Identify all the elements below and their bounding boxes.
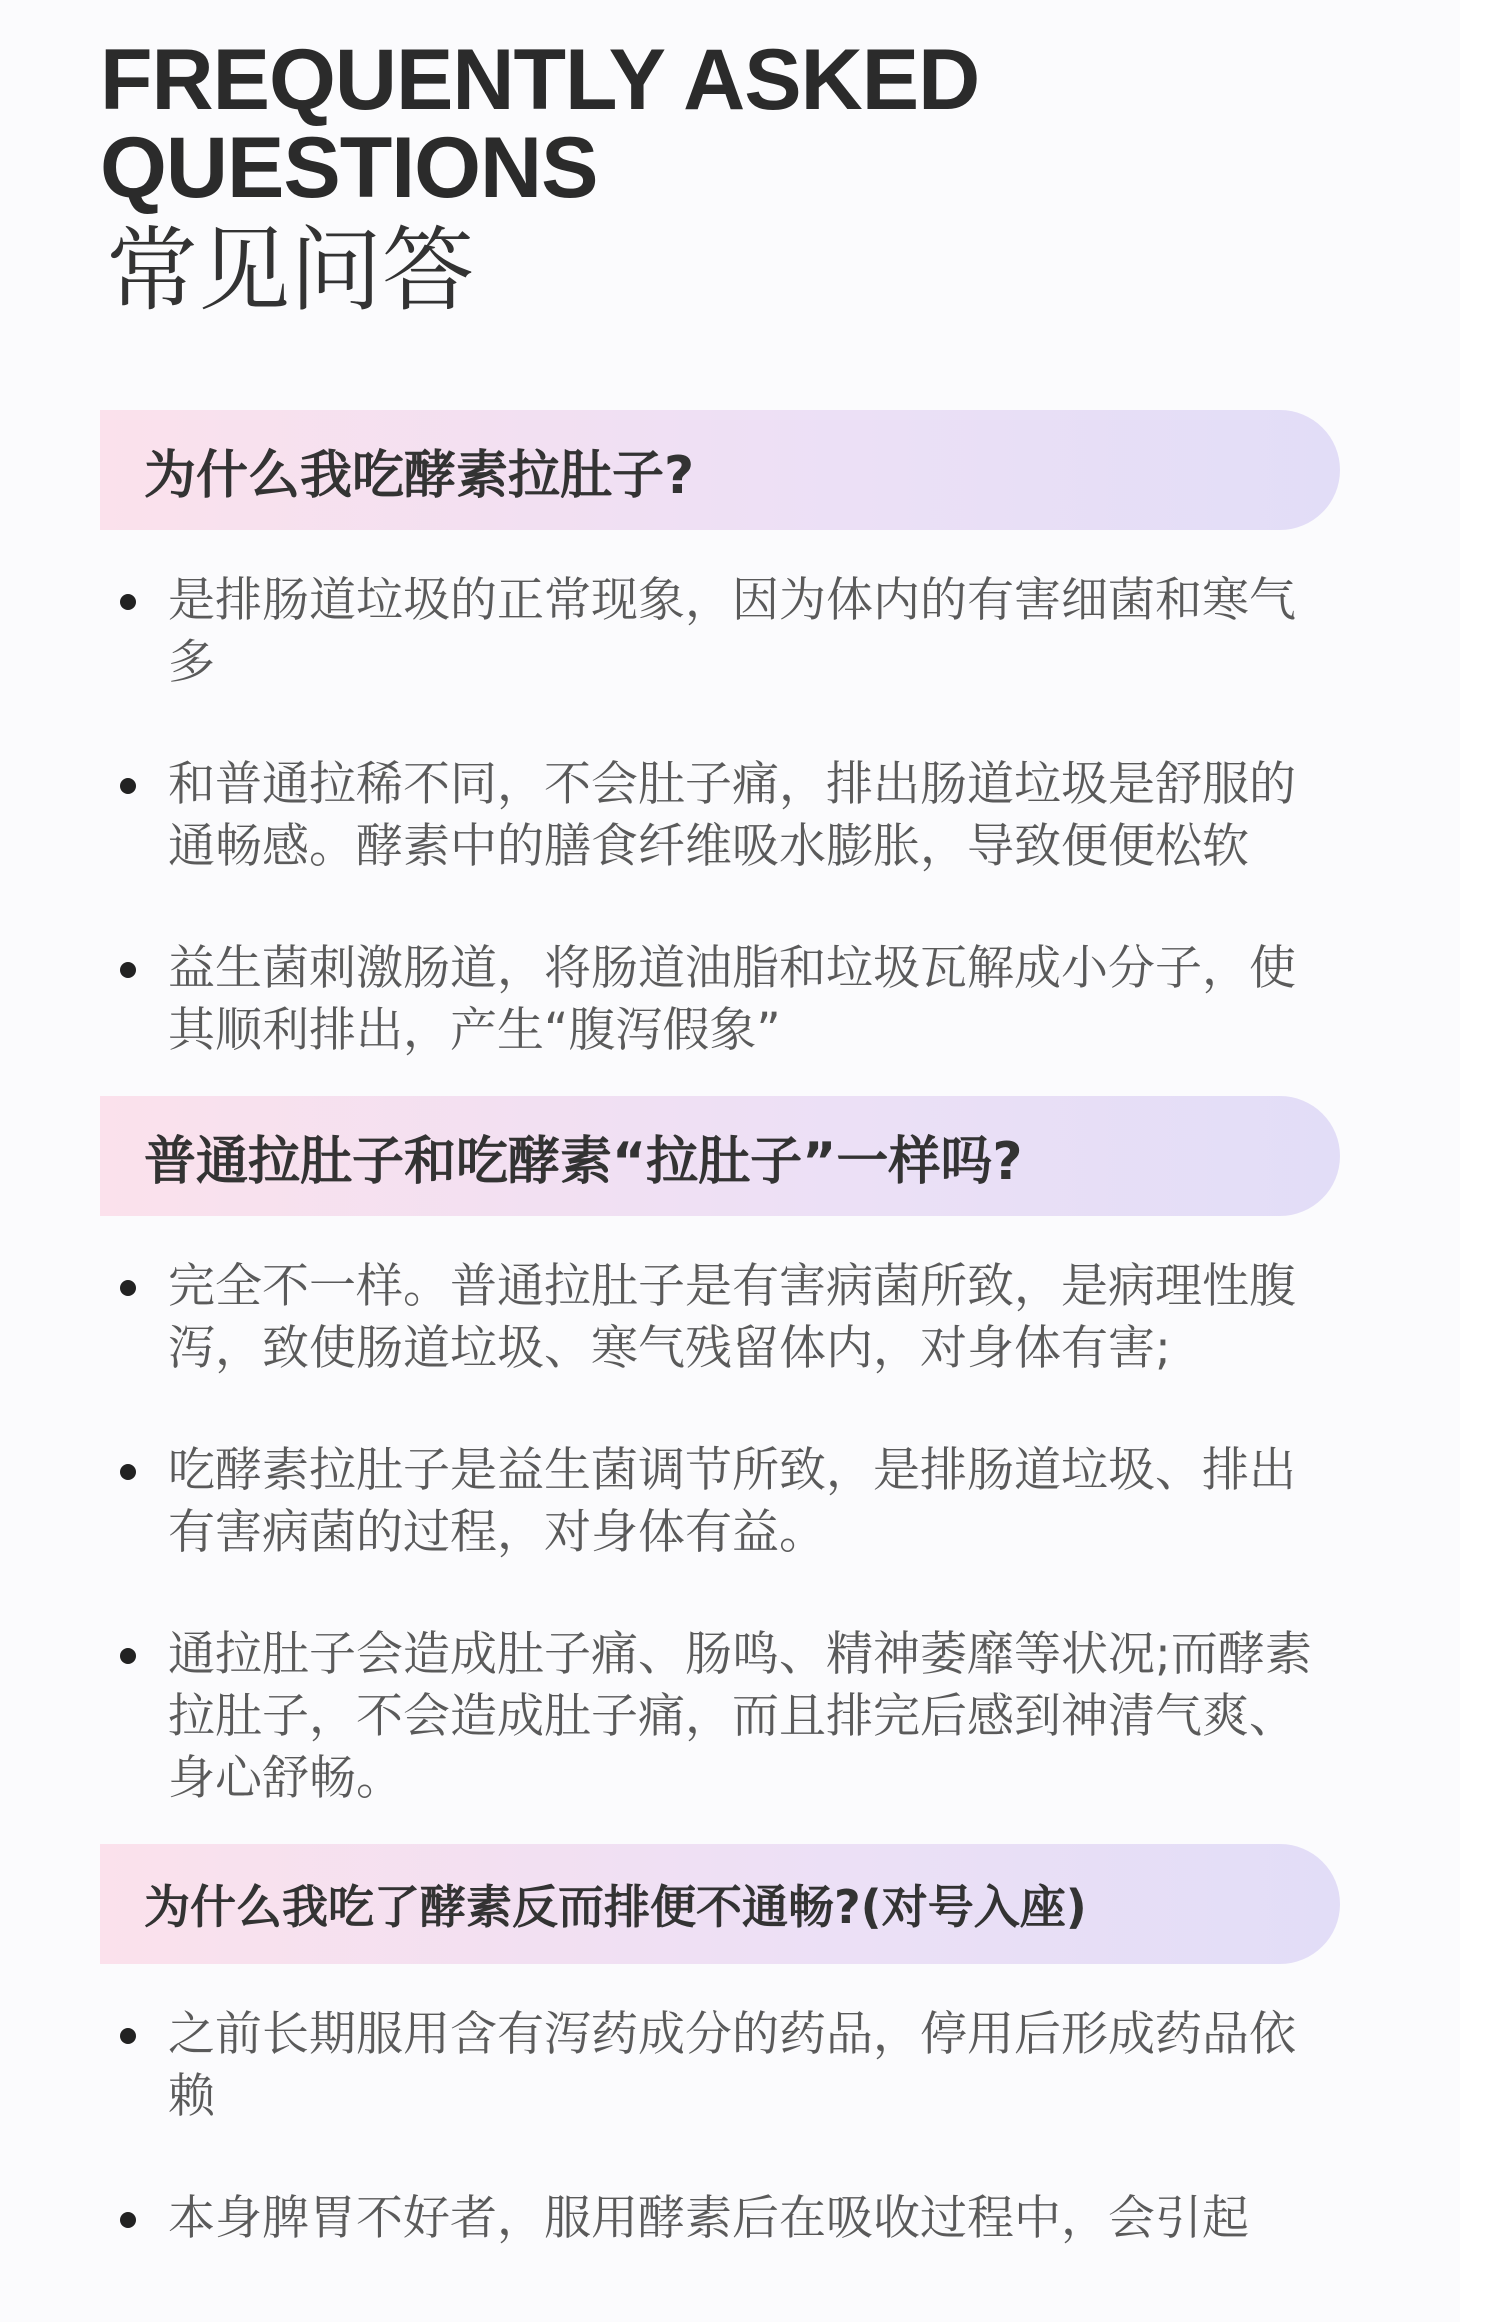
list-item xyxy=(100,570,1340,694)
bullet-icon xyxy=(120,2028,136,2044)
list-item xyxy=(100,1440,1340,1564)
page-title-chinese: 常见问答 xyxy=(106,217,475,324)
bullet-icon xyxy=(120,1280,136,1296)
list-item xyxy=(100,2188,1340,2250)
page-header xyxy=(100,32,1360,326)
page-title-english xyxy=(100,32,1360,216)
list-item xyxy=(100,2004,1340,2128)
bullet-icon xyxy=(120,962,136,978)
answer-text: 通拉肚子会造成肚子痛、肠鸣、精神萎靡等状况;而酵素拉肚子，不会造成肚子痛，而且排完后感到神清气爽、身心舒畅。 xyxy=(168,1627,1312,1806)
title-line-2: QUESTIONS xyxy=(100,120,598,216)
faq-question-banner xyxy=(100,1844,1340,1964)
title-line-1: FREQUENTLY ASKED xyxy=(100,32,980,128)
answer-text: 和普通拉稀不同，不会肚子痛，排出肠道垃圾是舒服的通畅感。酵素中的膳食纤维吸水膨胀，导致便便松软 xyxy=(168,757,1296,874)
answer-text: 本身脾胃不好者，服用酵素后在吸收过程中，会引起 xyxy=(168,2191,1249,2246)
answer-text: 益生菌刺激肠道，将肠道油脂和垃圾瓦解成小分子，使其顺利排出，产生“腹泻假象” xyxy=(168,941,1296,1058)
faq-question-banner xyxy=(100,1096,1340,1216)
faq-section xyxy=(100,1844,1340,2250)
faq-question: 为什么我吃酵素拉肚子? xyxy=(144,445,695,506)
answer-text: 完全不一样。普通拉肚子是有害病菌所致，是病理性腹泻，致使肠道垃圾、寒气残留体内，对身体有害; xyxy=(168,1259,1296,1376)
faq-section xyxy=(100,1096,1340,1810)
bullet-icon xyxy=(120,1464,136,1480)
faq-question: 为什么我吃了酵素反而排便不通畅?(对号入座) xyxy=(144,1880,1087,1934)
answer-text: 吃酵素拉肚子是益生菌调节所致，是排肠道垃圾、排出有害病菌的过程，对身体有益。 xyxy=(168,1443,1296,1560)
answer-text: 之前长期服用含有泻药成分的药品，停用后形成药品依赖 xyxy=(168,2007,1296,2124)
bullet-icon xyxy=(120,1648,136,1664)
list-item xyxy=(100,1624,1340,1810)
list-item xyxy=(100,754,1340,878)
faq-answer-list xyxy=(100,530,1340,1062)
faq-content xyxy=(100,410,1340,2310)
answer-text: 是排肠道垃圾的正常现象，因为体内的有害细菌和寒气多 xyxy=(168,573,1296,690)
bullet-icon xyxy=(120,594,136,610)
bullet-icon xyxy=(120,2212,136,2228)
faq-question: 普通拉肚子和吃酵素“拉肚子”一样吗? xyxy=(144,1131,1023,1192)
bullet-icon xyxy=(120,778,136,794)
faq-answer-list xyxy=(100,1216,1340,1810)
list-item xyxy=(100,1256,1340,1380)
faq-section xyxy=(100,410,1340,1062)
list-item xyxy=(100,938,1340,1062)
faq-answer-list xyxy=(100,1964,1340,2250)
faq-question-banner xyxy=(100,410,1340,530)
